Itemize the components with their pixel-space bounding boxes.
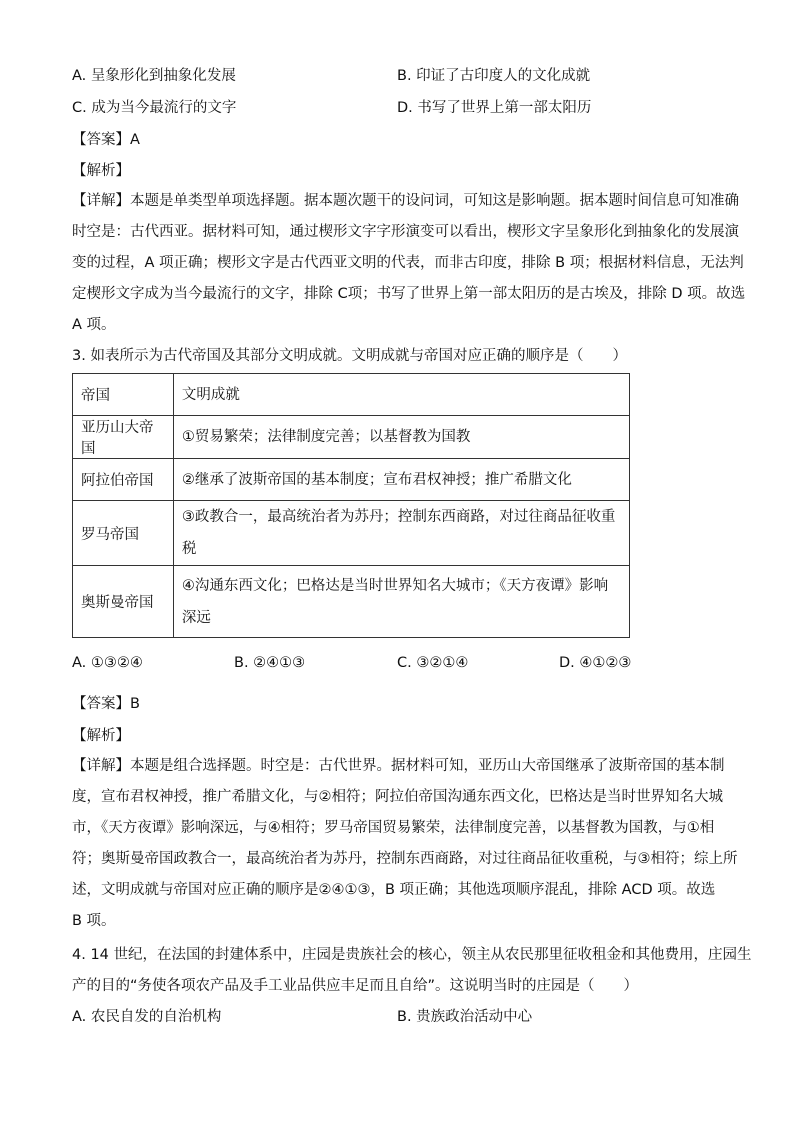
- stem-line: 4. 14 世纪，在法国的封建体系中，庄园是贵族社会的核心，领主从农民那里征收租金和其他费用，庄园生: [72, 947, 752, 963]
- table-header-empire: 帝国: [73, 374, 174, 416]
- q3-detail: [72, 751, 738, 937]
- q3-option-a: [72, 653, 143, 673]
- q3-table: [72, 373, 630, 638]
- q3-analysis-label: 【解析】: [72, 728, 130, 744]
- q3-option-b: [234, 653, 305, 673]
- q4-option-a: [72, 1007, 221, 1027]
- q2-option-b: [397, 66, 590, 86]
- q3-option-c: [397, 653, 468, 673]
- table-cell-empire: 罗马帝国: [73, 501, 174, 566]
- q4-option-b: [397, 1007, 532, 1027]
- table-cell-empire: 亚历山大帝国: [73, 416, 174, 459]
- option-text: ③②①④: [416, 655, 469, 671]
- q3-stem: 3. 如表所示为古代帝国及其部分文明成就。文明成就与帝国对应正确的顺序是（ ）: [72, 348, 627, 364]
- detail-line: B 项。: [72, 913, 116, 929]
- table-cell-achievement: ①贸易繁荣；法律制度完善；以基督教为国教: [173, 416, 629, 459]
- table-cell-achievement: ④沟通东西文化；巴格达是当时世界知名大城市；《天方夜谭》影响深远: [173, 566, 629, 638]
- q2-option-c: [72, 98, 236, 118]
- option-text: 成为当今最流行的文字: [91, 100, 237, 116]
- option-text: 贵族政治活动中心: [416, 1009, 533, 1025]
- q2-detail: [72, 186, 746, 341]
- option-text: 呈象形化到抽象化发展: [90, 68, 236, 84]
- option-text: ①③②④: [90, 655, 143, 671]
- q2-answer: 【答案】A: [72, 132, 140, 148]
- q2-analysis-label: 【解析】: [72, 163, 130, 179]
- option-key: B.: [397, 1009, 412, 1025]
- option-key: B.: [397, 68, 412, 84]
- option-key: C.: [397, 655, 412, 671]
- table-row: [73, 566, 630, 638]
- table-cell-achievement: ②继承了波斯帝国的基本制度；宣布君权神授；推广希腊文化: [173, 459, 629, 501]
- table-cell-empire: 阿拉伯帝国: [73, 459, 174, 501]
- table-cell-empire: 奥斯曼帝国: [73, 566, 174, 638]
- option-key: A.: [72, 1009, 87, 1025]
- detail-line: 度，宣布君权神授，推广希腊文化，与②相符；阿拉伯帝国沟通东西文化，巴格达是当时世界知名大城: [72, 789, 723, 805]
- option-key: A.: [72, 68, 87, 84]
- option-key: D.: [559, 655, 575, 671]
- option-key: B.: [234, 655, 249, 671]
- detail-line: 变的过程，A 项正确；楔形文字是古代西亚文明的代表，而非古印度，排除 B 项；根据材料信息，无法判: [72, 255, 744, 271]
- option-key: C.: [72, 100, 87, 116]
- stem-line: 产的目的“务使各项农产品及手工业品供应丰足而且自给”。这说明当时的庄园是（ ）: [72, 978, 639, 994]
- q2-option-a: [72, 66, 236, 86]
- q4-stem: [72, 940, 752, 1002]
- option-text: ②④①③: [253, 655, 306, 671]
- option-key: A.: [72, 655, 87, 671]
- detail-line: 定楔形文字成为当今最流行的文字，排除 C项；书写了世界上第一部太阳历的是古埃及，排除 D 项。故选: [72, 286, 746, 302]
- detail-line: 符；奥斯曼帝国政教合一，最高统治者为苏丹，控制东西商路，对过往商品征收重税，与③相符；综上所: [72, 851, 738, 867]
- table-header-row: [73, 374, 630, 416]
- detail-line: A 项。: [72, 317, 116, 333]
- option-text: 农民自发的自治机构: [90, 1009, 222, 1025]
- detail-line: 【详解】本题是单类型单项选择题。据本题次题干的设问词，可知这是影响题。据本题时间信息可知准确: [72, 193, 739, 209]
- detail-line: 述，文明成就与帝国对应正确的顺序是②④①③，B 项正确；其他选项顺序混乱，排除 ACD 项。故选: [72, 882, 716, 898]
- option-text: 书写了世界上第一部太阳历: [417, 100, 592, 116]
- detail-line: 时空是：古代西亚。据材料可知，通过楔形文字字形演变可以看出，楔形文字呈象形化到抽象化的发展演: [72, 224, 739, 240]
- q3-answer: 【答案】B: [72, 696, 140, 712]
- table-cell-achievement: ③政教合一，最高统治者为苏丹；控制东西商路，对过往商品征收重税: [173, 501, 629, 566]
- q3-option-d: [559, 653, 631, 673]
- table-row: [73, 416, 630, 459]
- q2-option-d: [397, 98, 591, 118]
- detail-line: 【详解】本题是组合选择题。时空是：古代世界。据材料可知，亚历山大帝国继承了波斯帝国的基本制: [72, 758, 725, 774]
- detail-line: 市，《天方夜谭》影响深远，与④相符；罗马帝国贸易繁荣，法律制度完善，以基督教为国教，与①相: [72, 820, 715, 836]
- option-text: ④①②③: [579, 655, 632, 671]
- option-text: 印证了古印度人的文化成就: [416, 68, 591, 84]
- table-header-achievement: 文明成就: [173, 374, 629, 416]
- option-key: D.: [397, 100, 413, 116]
- table-row: [73, 501, 630, 566]
- table-row: [73, 459, 630, 501]
